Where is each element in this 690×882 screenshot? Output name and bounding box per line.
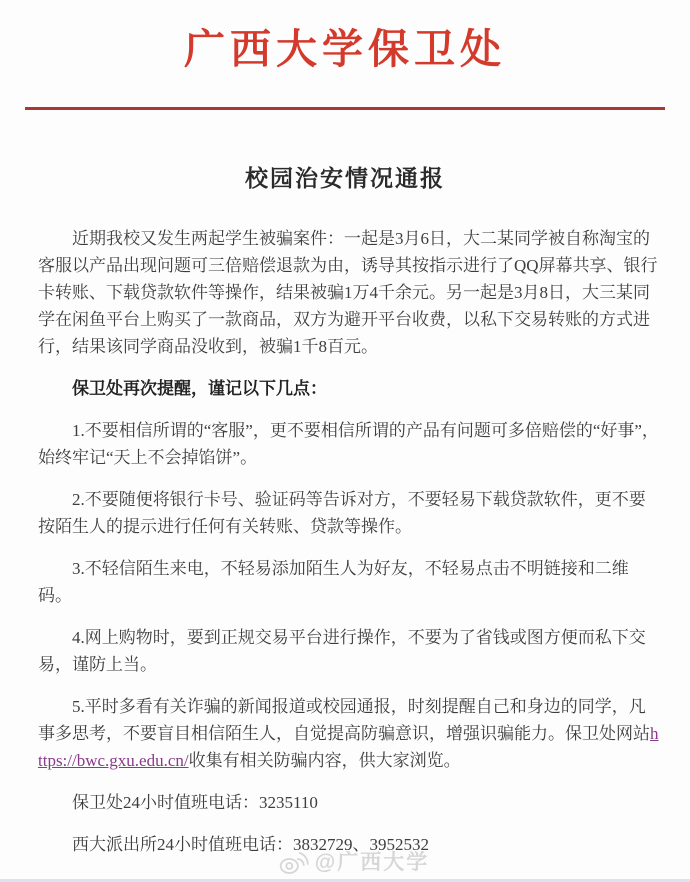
list-item-3: 3.不轻信陌生来电，不轻易添加陌生人为好友，不轻易点击不明链接和二维码。 — [38, 559, 629, 605]
intro-paragraph: 近期我校又发生两起学生被骗案件：一起是3月6日，大二某同学被自称淘宝的客服以产品出现问题可三倍赔偿退款为由，诱导其按指示进行了QQ屏幕共享、银行卡转账、下载贷款软件等操作，结果被骗1万4千余元。另一起是3月8日，大三某同学在闲鱼平台上购买了一款商品，双方为避开平台收费，以私下交易转账的方式进行，结果该同学商品没收到，被骗1千8百元。 — [38, 229, 658, 356]
weibo-watermark — [279, 846, 429, 876]
list-item-2: 2.不要随便将银行卡号、验证码等告诉对方，不要轻易下载贷款软件，更不要按陌生人的提示进行任何有关转账、贷款等操作。 — [38, 490, 646, 536]
notice-body — [38, 225, 660, 858]
reminder-heading: 保卫处再次提醒，谨记以下几点： — [72, 379, 327, 398]
weibo-icon — [279, 848, 309, 875]
list-item-5-text-before: 5.平时多看有关诈骗的新闻报道或校园通报，时刻提醒自己和身边的同学，凡事多思考，不要盲目相信陌生人，自觉提高防骗意识，增强识骗能力。保卫处网站 — [38, 697, 650, 743]
list-item-4: 4.网上购物时，要到正规交易平台进行操作，不要为了省钱或图方便而私下交易，谨防上当。 — [38, 628, 646, 674]
notice-title: 校园治安情况通报 — [245, 165, 445, 191]
list-item-1: 1.不要相信所谓的“客服”，更不要相信所谓的产品有问题可多倍赔偿的“好事”，始终牢记“天上不会掉馅饼”。 — [38, 421, 659, 467]
security-office-website-link[interactable]: https://bwc.gxu.edu.cn/ — [38, 724, 659, 770]
police-station-phone-line: 西大派出所24小时值班电话：3832729、3952532 — [72, 835, 429, 854]
security-office-phone-line: 保卫处24小时值班电话：3235110 — [72, 793, 318, 812]
list-item-5-text-after: 收集有相关防骗内容，供大家浏览。 — [188, 751, 461, 770]
watermark-handle: @广西大学 — [314, 851, 430, 874]
list-item-5 — [38, 693, 660, 774]
header-divider — [25, 107, 665, 110]
org-title: 广西大学保卫处 — [184, 26, 506, 72]
